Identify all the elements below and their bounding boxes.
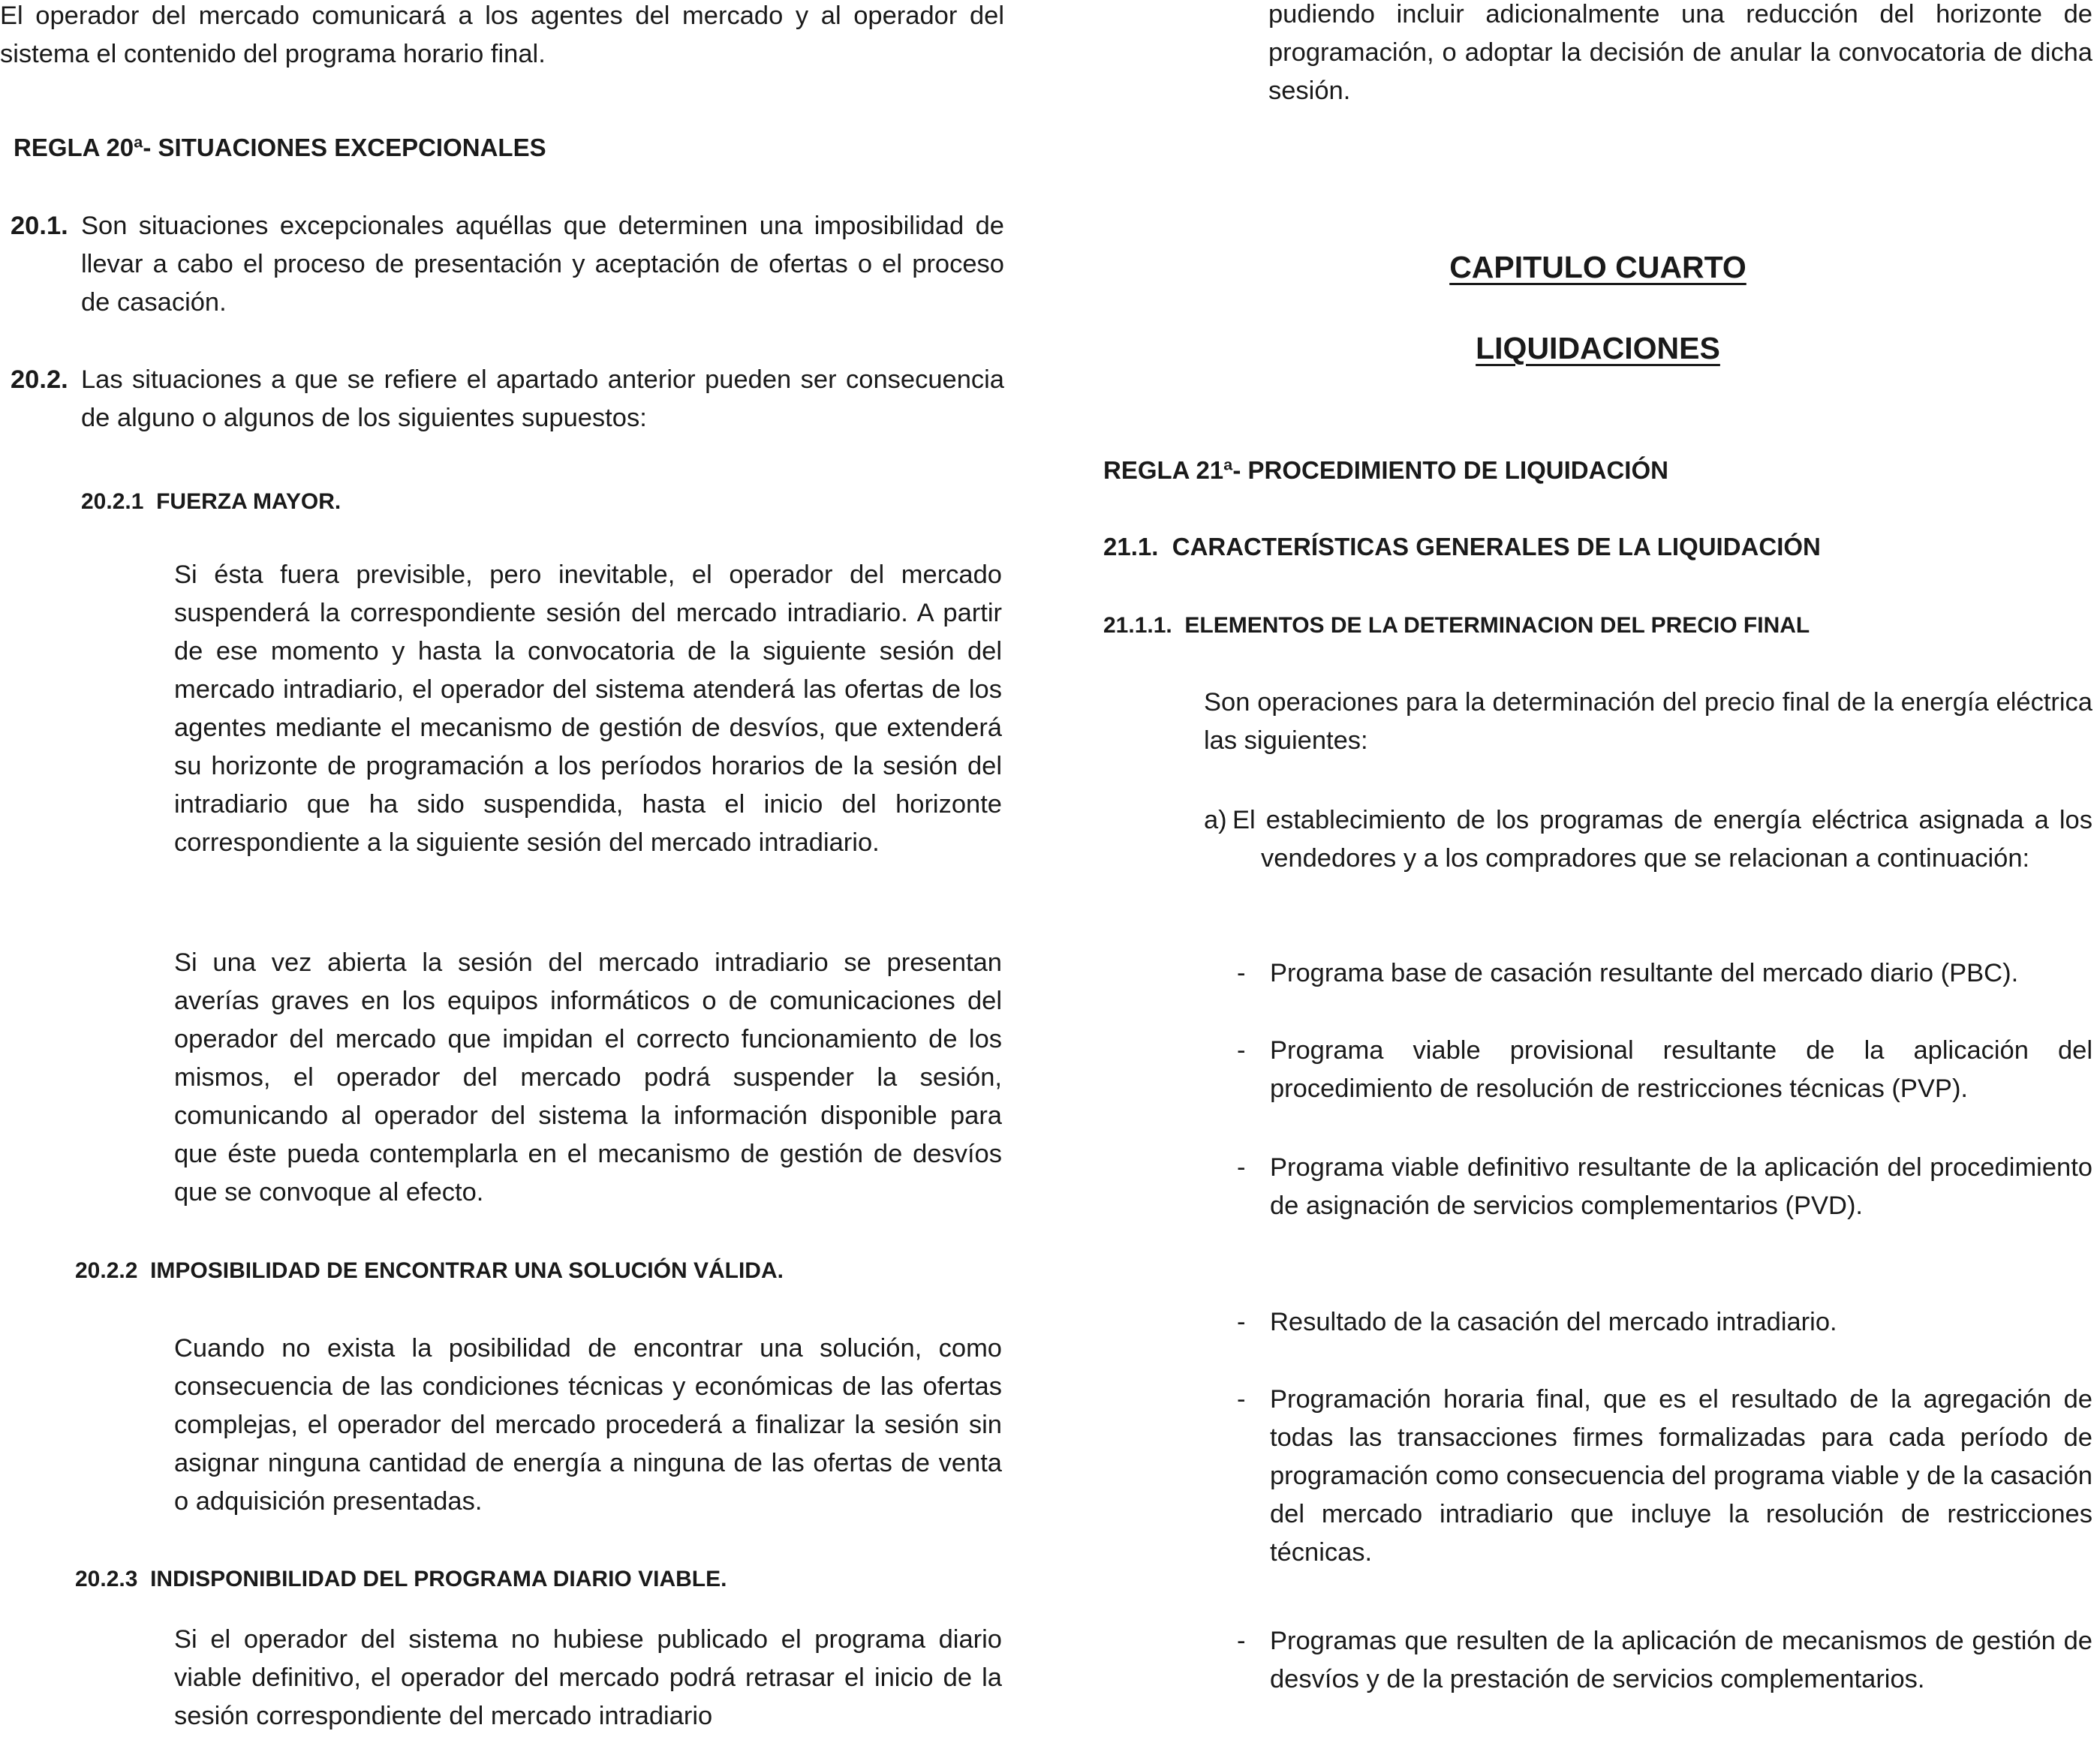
item-20-2-number: 20.2. [11, 365, 68, 394]
list-item [1237, 1149, 2092, 1225]
list-dash: - [1237, 1627, 1246, 1655]
list-dash: - [1237, 1153, 1246, 1182]
list-item-text: Programa viable provisional resultante de la aplicación del procedimiento de resolución de restricciones técnicas (PVP). [1270, 1036, 2092, 1103]
list-dash: - [1237, 959, 1246, 987]
item-a-label: a) [1204, 806, 1227, 834]
operations-intro-paragraph: Son operaciones para la determinación del precio final de la energía eléctrica las siguientes: [1204, 688, 2092, 755]
item-20-2 [11, 361, 1004, 437]
item-20-1-number: 20.1. [11, 212, 68, 240]
item-20-1 [11, 207, 1004, 322]
list-item-text: Programa base de casación resultante del mercado diario (PBC). [1270, 959, 2019, 987]
continuation-paragraph: pudiendo incluir adicionalmente una reducción del horizonte de programación, o adoptar la decisión de anular la convocatoria de dicha sesión. [1268, 0, 2092, 105]
subsection-20-2-3-title: 20.2.3 INDISPONIBILIDAD DEL PROGRAMA DIARIO VIABLE. [75, 1567, 727, 1591]
item-a [1204, 801, 2092, 878]
subsection-20-2-1-title: 20.2.1 FUERZA MAYOR. [81, 489, 341, 514]
list-item-text: Programas que resulten de la aplicación de mecanismos de gestión de desvíos y de la prestación de servicios complementarios. [1270, 1627, 2092, 1693]
list-item [1237, 1622, 2092, 1699]
chapter-subtitle: LIQUIDACIONES [1476, 331, 1720, 365]
section-21-1-title: 21.1. CARACTERÍSTICAS GENERALES DE LA LIQUIDACIÓN [1103, 533, 1821, 560]
item-a-text: El establecimiento de los programas de energía eléctrica asignada a los vendedores y a los compradores que se relacionan a continuación: [1232, 806, 2092, 873]
list-item [1237, 954, 2092, 993]
list-dash: - [1237, 1385, 1246, 1414]
list-item-text: Programa viable definitivo resultante de la aplicación del procedimiento de asignación de servicios complementarios (PVD). [1270, 1153, 2092, 1220]
intro-paragraph: El operador del mercado comunicará a los agentes del mercado y al operador del sistema el contenido del programa horario final. [0, 2, 1004, 68]
imposibilidad-paragraph: Cuando no exista la posibilidad de encontrar una solución, como consecuencia de las condiciones técnicas y económicas de las ofertas complejas, el operador del mercado procederá a finalizar la sesión sin asignar ninguna cantidad de energía a ninguna de las ofertas de venta o adquisición presentadas. [174, 1334, 1002, 1516]
fuerza-mayor-paragraph-2: Si una vez abierta la sesión del mercado intradiario se presentan averías graves en los equipos informáticos o de comunicaciones del operador del mercado que impidan el correcto funcionamiento de los mismos, el operador del mercado podrá suspender la sesión, comunicando al operador del sistema la información disponible para que éste pueda contemplarla en el mecanismo de gestión de desvíos que se convoque al efecto. [174, 948, 1002, 1207]
item-20-1-text: Son situaciones excepcionales aquéllas que determinen una imposibilidad de llevar a cabo el proceso de presentación y aceptación de ofertas o el proceso de casación. [81, 212, 1004, 317]
rule-21-title: REGLA 21ª- PROCEDIMIENTO DE LIQUIDACIÓN [1103, 456, 1668, 484]
list-item [1237, 1303, 2092, 1342]
fuerza-mayor-paragraph-1: Si ésta fuera previsible, pero inevitable, el operador del mercado suspenderá la correspondiente sesión del mercado intradiario. A partir de ese momento y hasta la convocatoria de la siguiente sesión del mercado intradiario, el operador del sistema atenderá las ofertas de los agentes mediante el mecanismo de gestión de desvíos, que extenderá su horizonte de programación a los períodos horarios de la sesión del intradiario que ha sido suspendida, hasta el inicio del horizonte correspondiente a la siguiente sesión del mercado intradiario. [174, 560, 1002, 857]
indisponibilidad-paragraph: Si el operador del sistema no hubiese publicado el programa diario viable definitivo, el operador del mercado podrá retrasar el inicio de la sesión correspondiente del mercado intradiario [174, 1625, 1002, 1730]
list-dash: - [1237, 1308, 1246, 1336]
list-item-text: Programación horaria final, que es el resultado de la agregación de todas las transacciones firmes formalizadas para cada período de programación como consecuencia del programa viable y de la casación del mercado intradiario que incluye la resolución de restricciones técnicas. [1270, 1385, 2092, 1567]
section-21-1-1-title: 21.1.1. ELEMENTOS DE LA DETERMINACION DEL PRECIO FINAL [1103, 613, 1810, 638]
list-item [1237, 1381, 2092, 1572]
subsection-20-2-2-title: 20.2.2 IMPOSIBILIDAD DE ENCONTRAR UNA SOLUCIÓN VÁLIDA. [75, 1258, 784, 1283]
item-20-2-text: Las situaciones a que se refiere el apartado anterior pueden ser consecuencia de alguno o algunos de los siguientes supuestos: [81, 365, 1004, 432]
rule-20-title: REGLA 20ª- SITUACIONES EXCEPCIONALES [14, 134, 546, 161]
chapter-title: CAPITULO CUARTO [1449, 250, 1746, 284]
list-dash: - [1237, 1036, 1246, 1065]
list-item-text: Resultado de la casación del mercado intradiario. [1270, 1308, 1837, 1336]
list-item [1237, 1032, 2092, 1108]
